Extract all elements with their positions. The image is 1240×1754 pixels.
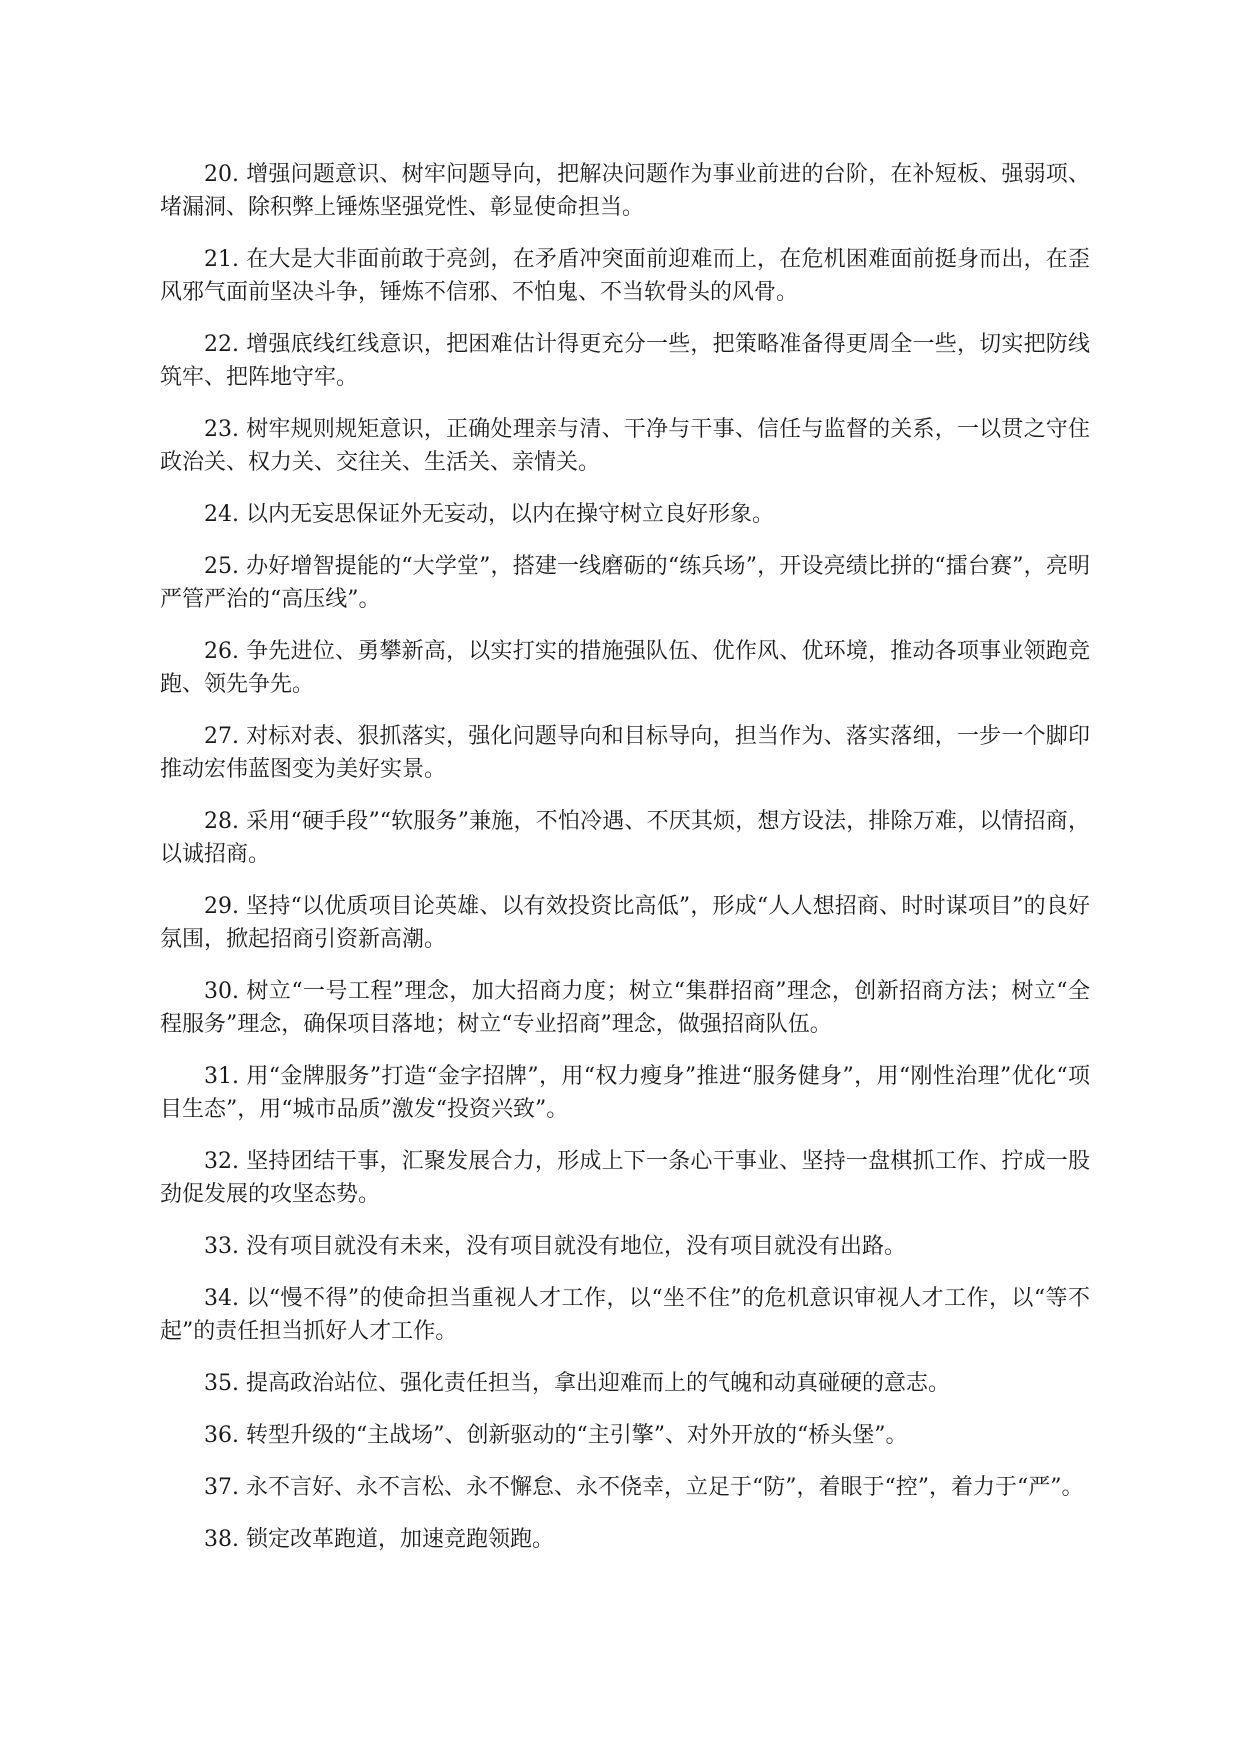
document-body xyxy=(160,158,1090,1575)
paragraph-27: 27. 对标对表、狠抓落实，强化问题导向和目标导向，担当作为、落实落细，一步一个脚印推动宏伟蓝图变为美好实景。 xyxy=(160,724,1090,782)
paragraph-36: 36. 转型升级的“主战场”、创新驱动的“主引擎”、对外开放的“桥头堡”。 xyxy=(204,1423,908,1448)
paragraph-29: 29. 坚持“以优质项目论英雄、以有效投资比高低”，形成“人人想招商、时时谋项目”的良好氛围，掀起招商引资新高潮。 xyxy=(160,894,1090,952)
paragraph-23: 23. 树牢规则规矩意识，正确处理亲与清、干净与干事、信任与监督的关系，一以贯之守住政治关、权力关、交往关、生活关、亲情关。 xyxy=(160,417,1090,475)
paragraph-31: 31. 用“金牌服务”打造“金字招牌”，用“权力瘦身”推进“服务健身”，用“刚性治理”优化“项目生态”，用“城市品质”激发“投资兴致”。 xyxy=(160,1064,1090,1122)
paragraph-26: 26. 争先进位、勇攀新高，以实打实的措施强队伍、优作风、优环境，推动各项事业领跑竞跑、领先争先。 xyxy=(160,639,1090,697)
paragraph-25: 25. 办好增智提能的“大学堂”，搭建一线磨砺的“练兵场”，开设亮绩比拼的“擂台赛”，亮明严管严治的“高压线”。 xyxy=(160,554,1090,612)
paragraph-28: 28. 采用“硬手段”“软服务”兼施，不怕冷遇、不厌其烦，想方设法，排除万难，以情招商，以诚招商。 xyxy=(160,809,1090,867)
paragraph-32: 32. 坚持团结干事，汇聚发展合力，形成上下一条心干事业、坚持一盘棋抓工作、拧成一股劲促发展的攻坚态势。 xyxy=(160,1149,1090,1207)
paragraph-21: 21. 在大是大非面前敢于亮剑，在矛盾冲突面前迎难而上，在危机困难面前挺身而出，在歪风邪气面前坚决斗争，锤炼不信邪、不怕鬼、不当软骨头的风骨。 xyxy=(160,247,1090,305)
paragraph-22: 22. 增强底线红线意识，把困难估计得更充分一些，把策略准备得更周全一些，切实把防线筑牢、把阵地守牢。 xyxy=(160,332,1090,390)
paragraph-24: 24. 以内无妄思保证外无妄动，以内在操守树立良好形象。 xyxy=(204,502,774,527)
paragraph-20: 20. 增强问题意识、树牢问题导向，把解决问题作为事业前进的台阶，在补短板、强弱项、堵漏洞、除积弊上锤炼坚强党性、彰显使命担当。 xyxy=(160,162,1090,220)
paragraph-35: 35. 提高政治站位、强化责任担当，拿出迎难而上的气魄和动真碰硬的意志。 xyxy=(204,1371,950,1396)
paragraph-34: 34. 以“慢不得”的使命担当重视人才工作，以“坐不住”的危机意识审视人才工作，以“等不起”的责任担当抓好人才工作。 xyxy=(160,1286,1090,1344)
paragraph-38: 38. 锁定改革跑道，加速竞跑领跑。 xyxy=(204,1527,554,1552)
paragraph-30: 30. 树立“一号工程”理念，加大招商力度；树立“集群招商”理念，创新招商方法；树立“全程服务”理念，确保项目落地；树立“专业招商”理念，做强招商队伍。 xyxy=(160,979,1090,1037)
paragraph-37: 37. 永不言好、永不言松、永不懈怠、永不侥幸，立足于“防”，着眼于“控”，着力于“严”。 xyxy=(204,1475,1084,1500)
paragraph-33: 33. 没有项目就没有未来，没有项目就没有地位，没有项目就没有出路。 xyxy=(204,1234,906,1259)
